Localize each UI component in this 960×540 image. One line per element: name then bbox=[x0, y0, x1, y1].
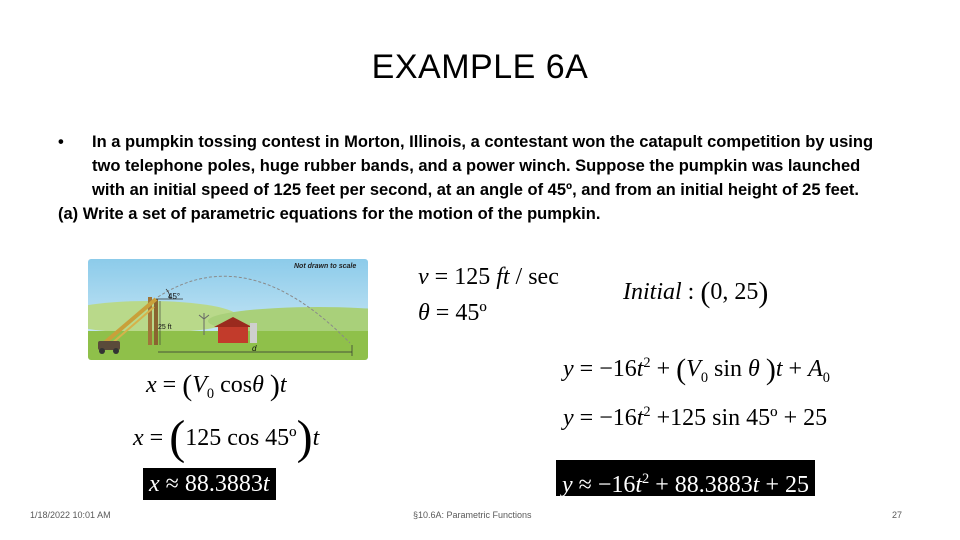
part-a bbox=[58, 202, 888, 226]
x-substituted-equation: x = (125 cos 45º)t bbox=[133, 411, 320, 464]
wheel bbox=[99, 348, 105, 354]
footer-date: 1/18/2022 10:01 AM bbox=[30, 510, 111, 520]
distance-label: d bbox=[252, 344, 257, 353]
problem-text bbox=[58, 130, 888, 226]
pumpkin-catapult-illustration bbox=[88, 259, 368, 360]
illustration-svg bbox=[88, 259, 368, 360]
footer-page-number: 27 bbox=[892, 510, 903, 520]
y-substituted-equation: $y = -16t^2 +125$ sin 45º + 25 bbox=[563, 404, 828, 431]
y-general-equation: $y = -16t^2 + (V_0$ sin θ )$t + A_0$ bbox=[563, 353, 830, 386]
part-a-question: Write a set of parametric equations for the motion of the pumpkin. bbox=[82, 205, 601, 223]
footer-section: §10.6A: Parametric Functions bbox=[413, 510, 532, 520]
x-general-equation: $x = (V_0$ cosθ )t bbox=[146, 369, 287, 402]
part-a-label: (a) bbox=[58, 205, 79, 223]
x-result-equation: x ≈ 88.3883t bbox=[143, 468, 276, 500]
telephone-pole bbox=[154, 299, 158, 345]
not-to-scale-note: Not drawn to scale bbox=[294, 263, 357, 270]
silo bbox=[250, 323, 257, 343]
velocity-equation: v = 125 ft / sec bbox=[418, 264, 559, 290]
bullet-icon: • bbox=[58, 133, 64, 151]
height-label: 25 ft bbox=[158, 324, 172, 331]
y-result-equation: $y \approx -16t^2 + 88.3883t + 25$ bbox=[556, 460, 815, 496]
wheel bbox=[113, 348, 119, 354]
angle-equation: θ = 45º bbox=[418, 300, 487, 326]
barn bbox=[218, 327, 248, 343]
angle-label: 45° bbox=[168, 292, 181, 301]
problem-statement: In a pumpkin tossing contest in Morton, Illinois, a contestant won the catapult competition by using two telephone poles, huge rubber bands, and a power winch. Suppose the pumpkin was launched with an initial speed of 125 feet per second, at an angle of 45º, and from an initial height of 25 feet. bbox=[92, 133, 874, 199]
initial-point: Initial : (0, 25) bbox=[623, 276, 769, 309]
slide-title: EXAMPLE 6A bbox=[371, 48, 589, 86]
problem-bullet bbox=[58, 130, 888, 202]
